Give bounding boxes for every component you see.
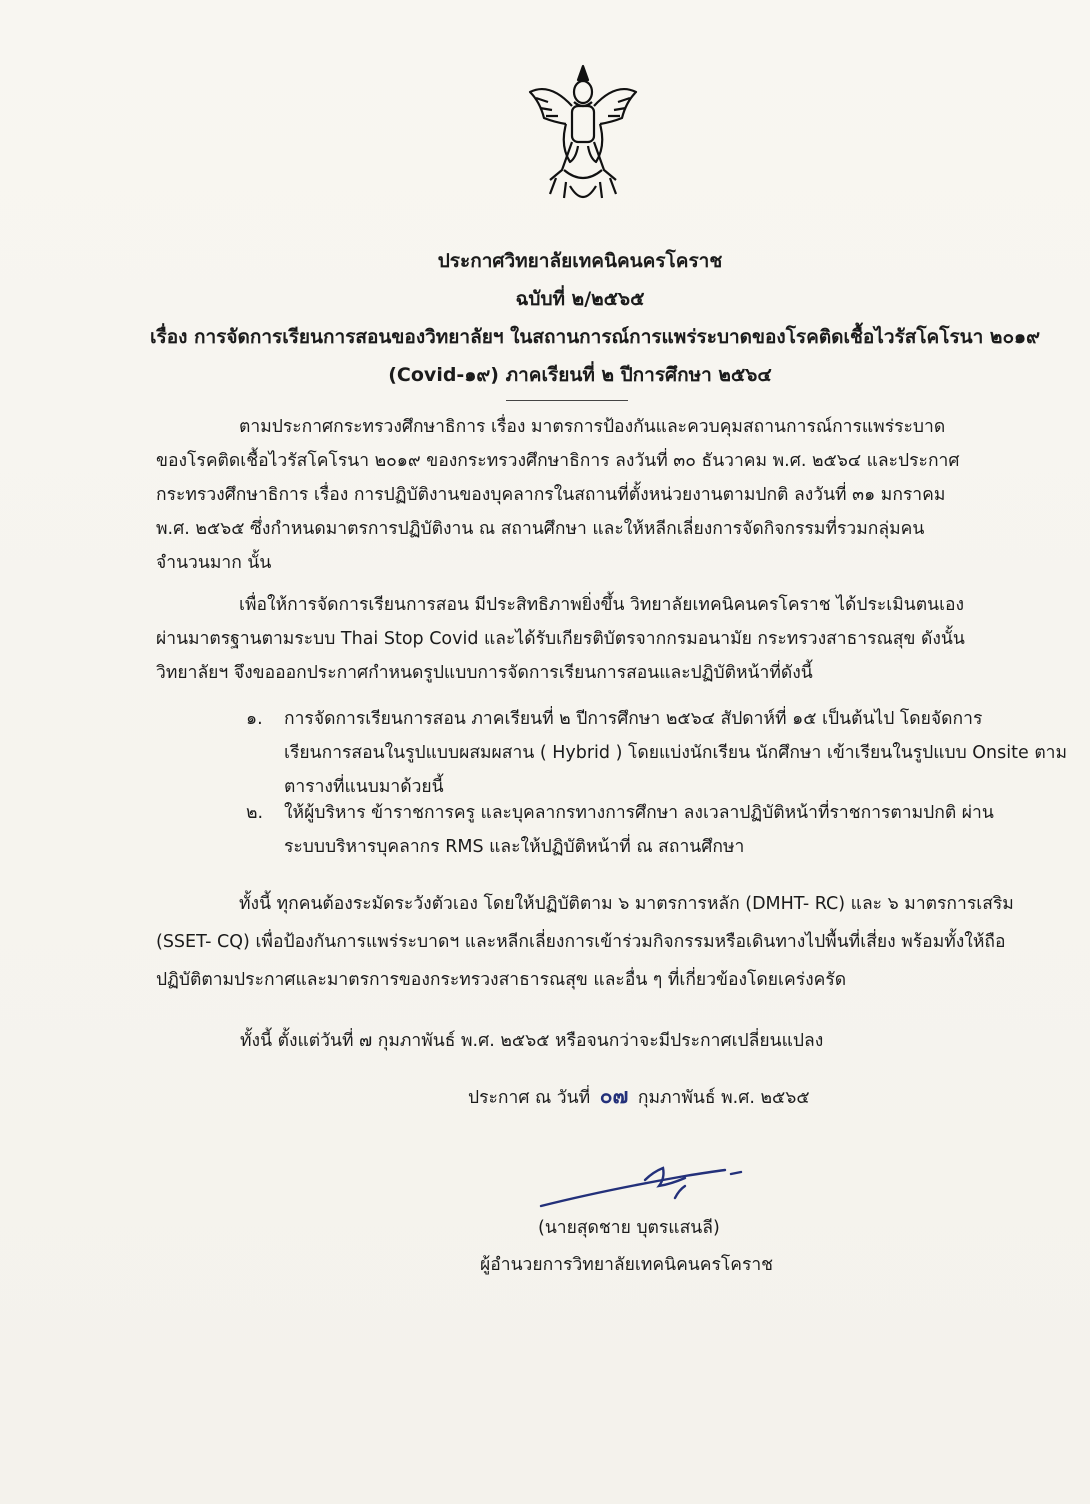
announcement-header [150,242,1041,394]
list-item-line: ตารางที่แนบมาด้วยนี้ [284,777,444,797]
paragraph-line: ทั้งนี้ ทุกคนต้องระมัดระวังตัวเอง โดยให้ปฏิบัติตาม ๖ มาตรการหลัก (DMHT- RC) และ ๖ มาตรการเสริม [239,894,1014,914]
paragraph-line: พ.ศ. ๒๕๖๕ ซึ่งกำหนดมาตรการปฏิบัติงาน ณ สถานศึกษา และให้หลีกเลี่ยงการจัดกิจกรรมที่รวมกลุ่มคน [156,519,925,539]
header-divider [506,400,628,401]
handwritten-day: ๐๗ [599,1083,629,1108]
list-item [246,796,1016,864]
date-suffix: กุมภาพันธ์ พ.ศ. ๒๕๖๕ [637,1088,810,1108]
garuda-emblem-icon [520,62,646,212]
handwritten-signature-icon [535,1150,755,1220]
paragraph-line: วิทยาลัยฯ จึงขอออกประกาศกำหนดรูปแบบการจัดการเรียนการสอนและปฏิบัติหน้าที่ดังนี้ [156,663,813,683]
list-item-line: เรียนการสอนในรูปแบบผสมผสาน ( Hybrid ) โดยแบ่งนักเรียน นักศึกษา เข้าเรียนในรูปแบบ Onsite ตาม [284,743,1068,763]
paragraph-line: กระทรวงศึกษาธิการ เรื่อง การปฏิบัติงานของบุคลากรในสถานที่ตั้งหน่วยงานตามปกติ ลงวันที่ ๓๑ มกราคม [156,485,946,505]
paragraph-line: (SSET- CQ) เพื่อป้องกันการแพร่ระบาดฯ และหลีกเลี่ยงการเข้าร่วมกิจกรรมหรือเดินทางไปพื้นที่เสี่ยง พร้อมทั้งให้ถือ [156,932,1006,952]
announcement-date [468,1080,810,1113]
issuer-title: ประกาศวิทยาลัยเทคนิคนครโคราช [437,250,723,272]
announcement-number: ฉบับที่ ๒/๒๕๖๕ [515,288,645,310]
paragraph-2 [156,588,1016,690]
list-item-line: การจัดการเรียนการสอน ภาคเรียนที่ ๒ ปีการศึกษา ๒๕๖๔ สัปดาห์ที่ ๑๕ เป็นต้นไป โดยจัดการ [284,709,983,729]
date-prefix: ประกาศ ณ วันที่ [468,1088,591,1108]
paragraph-line: เพื่อให้การจัดการเรียนการสอน มีประสิทธิภาพยิ่งขึ้น วิทยาลัยเทคนิคนครโคราช ได้ประเมินตนเอง [239,595,965,615]
list-item-line: ให้ผู้บริหาร ข้าราชการครู และบุคลากรทางการศึกษา ลงเวลาปฏิบัติหน้าที่ราชการตามปกติ ผ่าน [284,803,994,823]
list-item-number: ๒. [246,803,264,823]
signatory-name: (นายสุดชาย บุตรแสนลี) [538,1218,720,1238]
paragraph-3 [156,885,1016,999]
subject-line-1: เรื่อง การจัดการเรียนการสอนของวิทยาลัยฯ ในสถานการณ์การแพร่ระบาดของโรคติดเชื้อไวรัสโคโรนา ๒๐๑๙ [150,326,1041,348]
paragraph-1 [156,410,1016,580]
list-item-line: ระบบบริหารบุคลากร RMS และให้ปฏิบัติหน้าที่ ณ สถานศึกษา [284,837,745,857]
effective-date-statement: ทั้งนี้ ตั้งแต่วันที่ ๗ กุมภาพันธ์ พ.ศ. ๒๕๖๕ หรือจนกว่าจะมีประกาศเปลี่ยนแปลง [240,1031,824,1051]
signatory-position: ผู้อำนวยการวิทยาลัยเทคนิคนครโคราช [480,1255,774,1275]
paragraph-line: ของโรคติดเชื้อไวรัสโคโรนา ๒๐๑๙ ของกระทรวงศึกษาธิการ ลงวันที่ ๓๐ ธันวาคม พ.ศ. ๒๕๖๔ และประกาศ [156,451,960,471]
paragraph-line: ปฏิบัติตามประกาศและมาตรการของกระทรวงสาธารณสุข และอื่น ๆ ที่เกี่ยวข้องโดยเคร่งครัด [156,970,847,990]
list-item [246,702,1068,804]
paragraph-line: จำนวนมาก นั้น [156,553,272,573]
paragraph-line: ตามประกาศกระทรวงศึกษาธิการ เรื่อง มาตรการป้องกันและควบคุมสถานการณ์การแพร่ระบาด [239,417,946,437]
paragraph-line: ผ่านมาตรฐานตามระบบ Thai Stop Covid และได้รับเกียรติบัตรจากกรมอนามัย กระทรวงสาธารณสุข ดังนั้น [156,629,965,649]
list-item-number: ๑. [246,709,263,729]
subject-line-2: (Covid-๑๙) ภาคเรียนที่ ๒ ปีการศึกษา ๒๕๖๔ [388,364,772,386]
